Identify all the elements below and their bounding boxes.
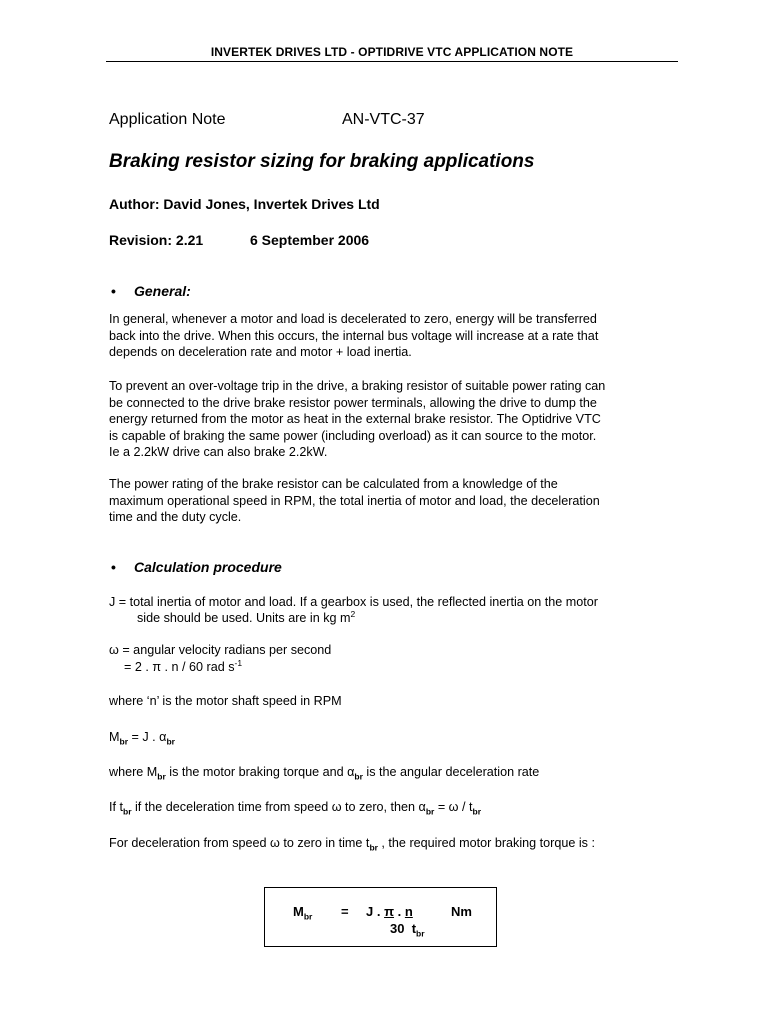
paragraph-general-2 — [109, 378, 684, 461]
formula-numerator — [366, 904, 413, 919]
text-line: maximum operational speed in RPM, the total inertia of motor and load, the deceleration — [109, 493, 600, 508]
text-run: M — [109, 730, 120, 744]
text-line: The power rating of the brake resistor can be calculated from a knowledge of the — [109, 477, 558, 491]
where-n-line: where ‘n’ is the motor shaft speed in RPM — [109, 694, 342, 708]
text-line: be connected to the drive brake resistor power terminals, allowing the drive to dump the — [109, 395, 597, 410]
subscript: br — [354, 771, 363, 782]
text-run: If t — [109, 800, 123, 814]
subscript: br — [123, 806, 132, 817]
braking-torque-equation — [109, 730, 175, 747]
bullet-general: • — [111, 283, 116, 299]
text-line: back into the drive. When this occurs, the internal bus voltage will increase at a rate that — [109, 328, 599, 343]
text-run: = J . α — [128, 730, 167, 744]
text-run: = 2 . π . n / 60 rad s — [124, 660, 235, 674]
text-run: t — [411, 921, 417, 936]
subscript: br — [472, 806, 482, 817]
paragraph-general-3 — [109, 476, 684, 526]
text-line: Ie a 2.2kW drive can also brake 2.2kW. — [109, 445, 328, 459]
where-m-line — [109, 765, 540, 782]
if-deceleration-line — [109, 800, 482, 817]
text-run: M — [293, 904, 304, 919]
subscript: br — [166, 736, 175, 747]
revision-date: 6 September 2006 — [250, 232, 370, 248]
definition-j-line-1: J = total inertia of motor and load. If a gearbox is used, the reflected inertia on the motor — [109, 595, 598, 609]
formula-box — [264, 887, 497, 947]
formula-equals: = — [341, 904, 349, 919]
author-line: Author: David Jones, Invertek Drives Ltd — [109, 196, 380, 212]
header-rule — [106, 61, 678, 62]
text-run: if the deceleration time from speed ω to zero, then α — [131, 800, 426, 814]
text-run: , the required motor braking torque is : — [377, 836, 595, 850]
subscript: br — [369, 842, 378, 853]
text-run: 30 — [390, 921, 405, 936]
section-heading-calculation: Calculation procedure — [134, 559, 282, 575]
text-run: π — [384, 904, 395, 919]
text-run: = ω / t — [434, 800, 473, 814]
revision-label: Revision: 2.21 — [109, 232, 204, 248]
running-header: INVERTEK DRIVES LTD - OPTIDRIVE VTC APPLICATION NOTE — [210, 45, 574, 59]
subscript: br — [416, 928, 425, 939]
text-line: is capable of braking the same power (including overload) as it can source to the motor. — [109, 428, 597, 443]
section-heading-general: General: — [134, 283, 191, 299]
subscript: br — [157, 771, 166, 782]
text-line: depends on deceleration rate and motor + load inertia. — [109, 345, 412, 359]
application-note-code: AN-VTC-37 — [342, 111, 425, 128]
text-line: To prevent an over-voltage trip in the drive, a braking resistor of suitable power rating can — [109, 379, 606, 393]
formula-lhs — [293, 904, 313, 922]
definition-omega-line-1: ω = angular velocity radians per second — [109, 643, 332, 657]
bullet-calculation: • — [111, 559, 116, 575]
text-run: is the angular deceleration rate — [362, 765, 540, 779]
text-line: time and the duty cycle. — [109, 510, 242, 524]
text-line: In general, whenever a motor and load is decelerated to zero, energy will be transferred — [109, 312, 597, 326]
text-run: . — [394, 904, 405, 919]
superscript: -1 — [234, 657, 243, 668]
definition-omega-line-2 — [124, 657, 243, 674]
text-run: side should be used. Units are in kg m — [137, 611, 351, 625]
subscript: br — [119, 736, 128, 747]
subscript: br — [303, 911, 313, 922]
text-line: energy returned from the motor as heat in the external brake resistor. The Optidrive VTC — [109, 412, 601, 426]
text-run: where M — [109, 765, 158, 779]
text-run: n — [404, 904, 413, 919]
application-note-label: Application Note — [109, 111, 226, 128]
superscript: 2 — [350, 608, 356, 619]
formula-denominator — [390, 921, 425, 939]
definition-j-line-2 — [137, 608, 356, 625]
subscript: br — [425, 806, 435, 817]
formula-unit: Nm — [451, 904, 472, 919]
text-run: For deceleration from speed ω to zero in time t — [109, 836, 370, 850]
document-title: Braking resistor sizing for braking applications — [109, 151, 535, 172]
text-run: is the motor braking torque and α — [165, 765, 355, 779]
for-deceleration-line — [109, 836, 595, 853]
paragraph-general-1 — [109, 311, 684, 361]
text-run: J . — [366, 904, 385, 919]
